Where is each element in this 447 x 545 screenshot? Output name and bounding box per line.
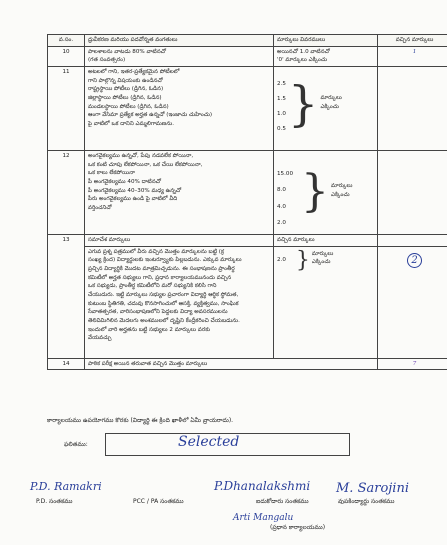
table-row-14 <box>48 358 447 370</box>
header-obtained-marks: వచ్చిన మార్కులు <box>378 35 447 47</box>
criteria-line: ఆంగా వేసిమా ప్రత్యేక అర్హత ఉన్నచో (ఇంజాచు చుహించు) <box>88 112 213 119</box>
obtained-mark-blank <box>378 234 447 246</box>
brace-icon: } <box>287 75 319 132</box>
marks-label: మార్కులు <box>311 250 334 257</box>
criteria-line: పీ అంగవైకల్యము 40% దాటినచో <box>88 178 162 185</box>
criteria-line: వేయవచ్చు <box>88 335 112 342</box>
marks-label: ఎక్కించు <box>311 259 331 266</box>
criteria-line: పాలశాలను వాటడు 80% వాటినచో <box>88 48 166 55</box>
marks-label: ఎక్కించు <box>331 191 350 198</box>
pd-signature-label: P.D. సంతకము <box>36 498 73 505</box>
row-criteria <box>85 246 274 358</box>
header-serial: వ.సం. <box>48 35 85 47</box>
criteria-line: సేవాతత్పరత, వారిసంభాషణలోని పెద్దలకు విద్యా అవసరములను <box>88 309 228 316</box>
row-max-marks <box>274 150 378 234</box>
max-line: '0' మార్కులు ఎక్కించు <box>277 57 328 64</box>
signature-member: P.Dhanalakshmi <box>214 479 311 493</box>
criteria-line: మండలస్థాయి పోటీలు (డ్రిగిన, ఓడిన) <box>88 103 169 110</box>
criteria-line: చేయుదురు. ఇట్టి మార్కులు సభ్యుల ప్రచారంగా విద్యార్థి ఆర్థిక స్థోమత, <box>88 291 239 298</box>
brace-icon: } <box>295 247 310 273</box>
criteria-line: (గత సంవత్సరం) <box>88 57 126 64</box>
criteria-line: ఎగువ ప్రశ్న పత్రములో వీరు వచ్చిన మొత్తం మార్కులను బట్టి (క్ర <box>88 248 224 255</box>
criteria-line: పీరు అంగవైకల్యము ఉండి పై వాటిలో వీది <box>88 196 178 203</box>
criteria-line: ప్రచ్చిన విద్యార్థికి మొదట మాత్రమిచ్చడును. ఈ సంభాషణను ప్రాంతీర్థ <box>88 265 235 272</box>
brace-icon: } <box>301 165 330 217</box>
row-max-marks <box>274 246 378 358</box>
result-label: ఫలితము: <box>64 441 88 448</box>
row-criteria <box>85 66 274 150</box>
office-use-note: కార్యాలయము ఉపయోగము కొరకు (విద్యార్థి ఈ క్రింది ఖాళీలో ఏమీ వ్రాయరాదు). <box>47 417 234 424</box>
marks-label: మార్కులు <box>331 182 353 189</box>
row-number: 12 <box>48 150 85 234</box>
obtained-mark <box>378 150 447 234</box>
obtained-mark: 1 <box>378 46 447 66</box>
marks-label: ఎక్కించు <box>320 103 339 110</box>
table-row-12 <box>48 150 447 234</box>
row-max-marks <box>274 66 378 150</box>
max-value: 2.5 <box>277 80 286 87</box>
criteria-line: పై వాటిలో ఒక దానిని ఎమ్మలిగామణను. <box>88 120 175 127</box>
max-value: 15.00 <box>277 170 294 177</box>
criteria-line: ఒక కంటి చూపు లేకపోయినా, ఒక చేయి లేకపోయినా, <box>88 161 203 168</box>
circled-mark: 2 <box>407 253 422 268</box>
max-value: 2.0 <box>277 220 286 227</box>
row-max-header: వచ్చిన మార్కులు <box>274 234 378 246</box>
max-value: 8.0 <box>277 187 286 194</box>
max-line: అయినచో 1.0 వాటినచో <box>277 48 330 55</box>
obtained-mark <box>378 66 447 150</box>
criteria-line: అటలలో గాని, ఇతర-ప్రత్యేకమైన పోటీలలో <box>88 68 180 75</box>
office-label: (ప్రధాన కార్యాలయము) <box>270 524 326 531</box>
header-criteria: ధ్రువీకరణ మరియు పదవోన్నత వంగతులు <box>85 35 274 47</box>
criteria-line: వర్తించనిచో <box>88 204 112 211</box>
row-number: 13 <box>48 234 85 358</box>
obtained-mark: 7 <box>378 358 447 370</box>
criteria-line: ఇందులో వారి అర్హతను బట్టి సభ్యులు 2 మార్కులు వరకు <box>88 326 211 333</box>
criteria-line: అంగవైకల్యము ఉన్నచో, పేపు నడవలేక పోయినా, <box>88 152 194 159</box>
signature-pd: P.D. Ramakri <box>30 480 102 493</box>
signature-office: Arti Mangalu <box>233 513 294 523</box>
max-value: 2.0 <box>277 256 286 263</box>
header-max-marks: మార్కులు వివరములు <box>274 35 378 47</box>
max-value: 0.5 <box>277 126 286 133</box>
criteria-line: జిల్లాస్థాయి పోటీలు (డ్రిగిన, ఓడిన) <box>88 94 162 101</box>
criteria-line: ఒక కాలు లేకపోయినా <box>88 170 135 177</box>
signature-member2: M. Sarojini <box>336 481 409 496</box>
row-title: సమాచేశ మార్కులు <box>85 234 274 246</box>
criteria-line: కమిటీలో అర్హత సభ్యులు గాని, ప్రధాన కార్యాలయమునందు వచ్చిన <box>88 274 232 281</box>
row-number: 14 <box>48 358 85 370</box>
criteria-line: గాని పాల్గొన్న విషయంకు ఉండినచో <box>88 77 163 84</box>
row-criteria <box>85 46 274 66</box>
criteria-line: రాష్ట్రస్థాయి పోటీలు (డ్రిగిన, ఓడిన) <box>88 86 164 93</box>
table-header-row <box>48 35 447 47</box>
max-value: 1.5 <box>277 96 286 103</box>
pcc-signature-label: PCC / PA సంతకము <box>133 498 184 505</box>
marks-label: మార్కులు <box>320 94 342 101</box>
criteria-line: ఒక సభ్యుడు, ప్రాంతీర్థ కమిటీలోని మరో సభ్యునికి కలిసి గాని <box>88 283 217 290</box>
obtained-mark <box>378 246 447 358</box>
row-number: 10 <box>48 46 85 66</box>
max-value: 4.0 <box>277 203 286 210</box>
member2-signature-label: వుపకింద్యార్డు సంతకము <box>338 498 395 505</box>
member-signature-label: ఐదుకోదారు సంతకము <box>256 498 309 505</box>
table-row-13-title <box>48 234 447 246</box>
table-row-10 <box>48 46 447 66</box>
criteria-line: పీ అంగవైకల్యము 40–30% మధ్య ఉన్నచో <box>88 187 182 194</box>
row-criteria <box>85 150 274 234</box>
criteria-line: సంఖ్య క్రింద) విద్యార్థులకు ఇంటర్వ్యూకు పిల్లబడును. ఎక్కువ మార్కులు <box>88 257 242 264</box>
result-value: Selected <box>178 434 240 450</box>
table-row-13 <box>48 246 447 358</box>
criteria-line: కుటుంబ స్థితిగతి, చదువు కొనసాగించులో ఆసక్తి, వ్యక్తిత్వము, సాంఘిక <box>88 300 239 307</box>
criteria-line: తెలివిమిగిలిన మెదలగు అంశములలో దృష్టిని కేంద్రీకరించి చేయబడును. <box>88 317 240 324</box>
marks-table <box>47 34 447 370</box>
row-criteria: పాఠిక పరీక్ష అయిన తరువాత వచ్చిన మొత్తం మార్కులు <box>85 358 378 370</box>
max-value: 1.0 <box>277 111 286 118</box>
row-number: 11 <box>48 66 85 150</box>
row-max-marks <box>274 46 378 66</box>
table-row-11 <box>48 66 447 150</box>
